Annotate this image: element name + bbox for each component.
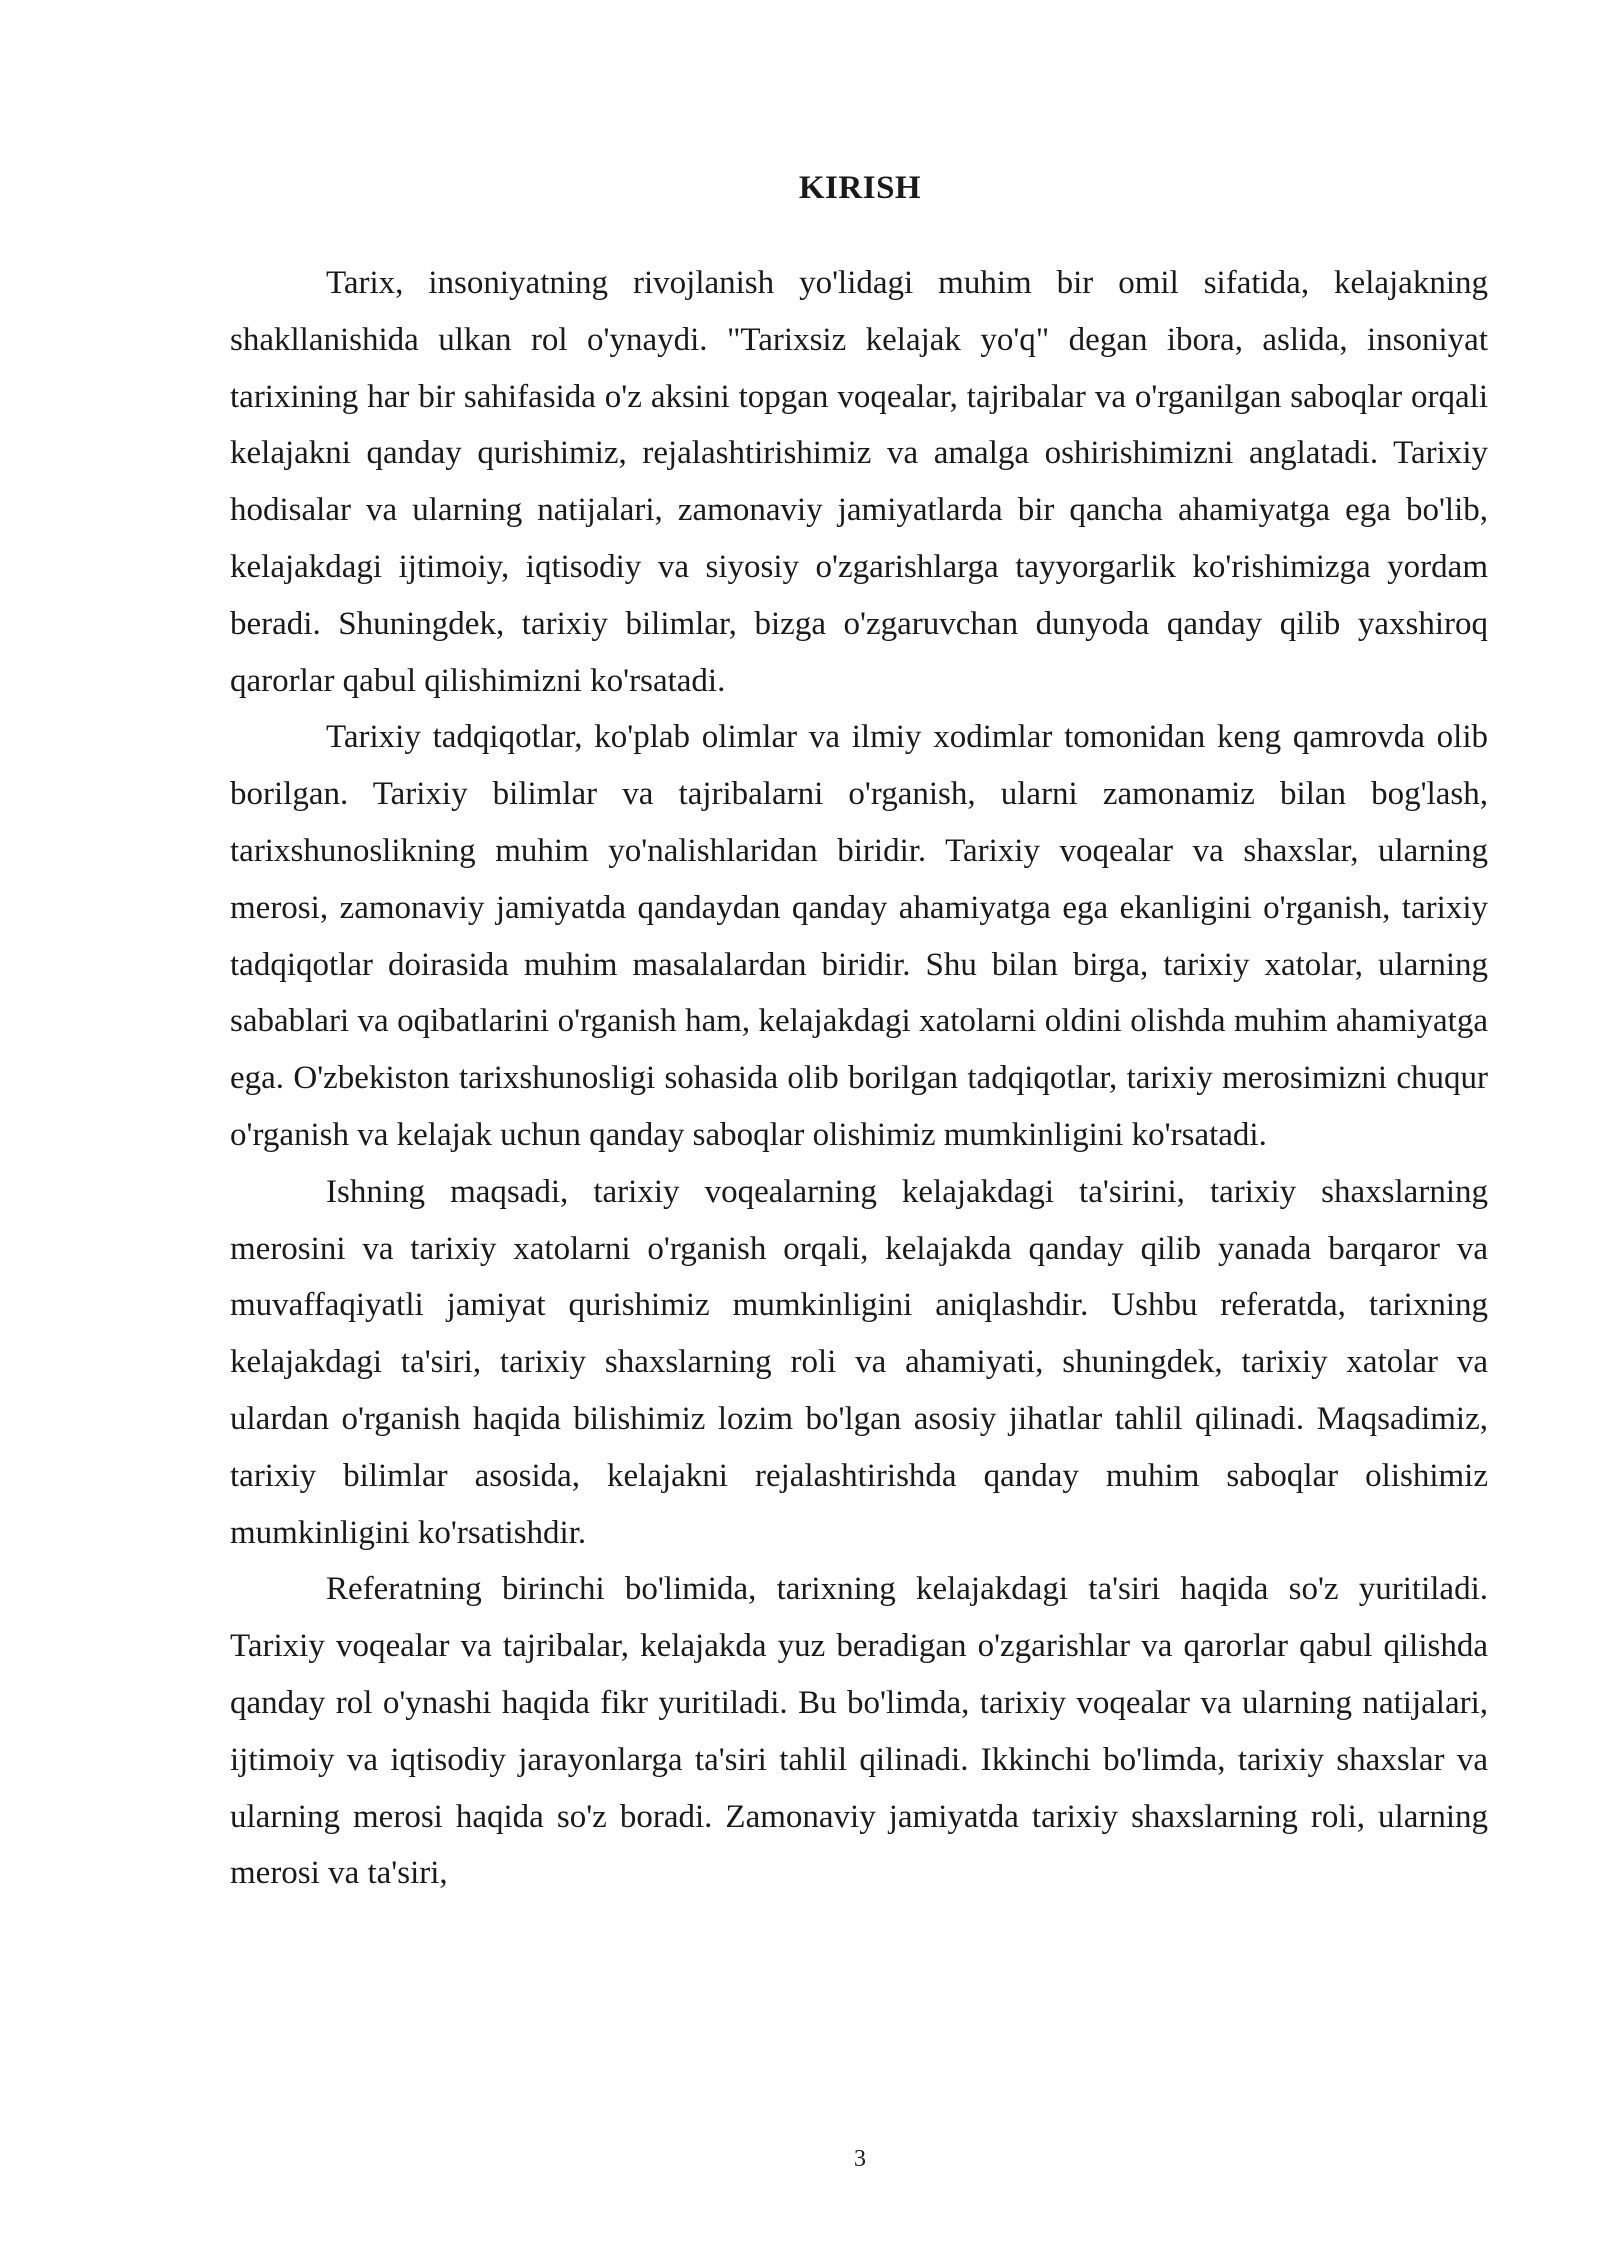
paragraph-2: Tarixiy tadqiqotlar, ko'plab olimlar va ilmiy xodimlar tomonidan keng qamrovda olib borilgan. Tarixiy bilimlar va tajribalarni o'rganish, ularni zamonamiz bilan bog'lash, tarixshunoslikning muhim yo'nalishlaridan biridir. Tarixiy voqealar va shaxslar, ularning merosi, zamonaviy jamiyatda qandaydan qanday ahamiyatga ega ekanligini o'rganish, tarixiy tadqiqotlar doirasida muhim masalalardan biridir. Shu bilan birga, tarixiy xatolar, ularning sabablari va oqibatlarini o'rganish ham, kelajakdagi xatolarni oldini olishda muhim ahamiyatga ega. O'zbekiston tarixshunosligi sohasida olib borilgan tadqiqotlar, tarixiy merosimizni chuqur o'rganish va kelajak uchun qanday saboqlar olishimiz mumkinligini ko'rsatadi. — [230, 719, 1488, 1153]
paragraph-3: Ishning maqsadi, tarixiy voqealarning kelajakdagi ta'sirini, tarixiy shaxslarning merosini va tarixiy xatolarni o'rganish orqali, kelajakda qanday qilib yanada barqaror va muvaffaqiyatli jamiyat qurishimiz mumkinligini aniqlashdir. Ushbu referatda, tarixning kelajakdagi ta'siri, tarixiy shaxslarning roli va ahamiyati, shuningdek, tarixiy xatolar va ulardan o'rganish haqida bilishimiz lozim bo'lgan asosiy jihatlar tahlil qilinadi. Maqsadimiz, tarixiy bilimlar asosida, kelajakni rejalashtirishda qanday muhim saboqlar olishimiz mumkinligini ko'rsatishdir. — [230, 1173, 1488, 1551]
section-heading: KIRISH — [798, 170, 922, 206]
paragraph-4: Referatning birinchi bo'limida, tarixning kelajakdagi ta'siri haqida so'z yuritiladi. Tarixiy voqealar va tajribalar, kelajakda yuz beradigan o'zgarishlar va qarorlar qabul qilishda qanday rol o'ynashi haqida fikr yuritiladi. Bu bo'limda, tarixiy voqealar va ularning natijalari, ijtimoiy va iqtisodiy jarayonlarga ta'siri tahlil qilinadi. Ikkinchi bo'limda, tarixiy shaxslar va ularning merosi haqida so'z boradi. Zamonaviy jamiyatda tarixiy shaxslarning roli, ularning merosi va ta'siri, — [230, 1571, 1488, 1892]
page-number: 3 — [854, 2146, 866, 2172]
body-text — [230, 255, 1488, 1902]
paragraph-1: Tarix, insoniyatning rivojlanish yo'lidagi muhim bir omil sifatida, kelajakning shakllanishida ulkan rol o'ynaydi. "Tarixsiz kelajak yo'q" degan ibora, aslida, insoniyat tarixining har bir sahifasida o'z aksini topgan voqealar, tajribalar va o'rganilgan saboqlar orqali kelajakni qanday qurishimiz, rejalashtirishimiz va amalga oshirishimizni anglatadi. Tarixiy hodisalar va ularning natijalari, zamonaviy jamiyatlarda bir qancha ahamiyatga ega bo'lib, kelajakdagi ijtimoiy, iqtisodiy va siyosiy o'zgarishlarga tayyorgarlik ko'rishimizga yordam beradi. Shuningdek, tarixiy bilimlar, bizga o'zgaruvchan dunyoda qanday qilib yaxshiroq qarorlar qabul qilishimizni ko'rsatadi. — [230, 265, 1488, 699]
